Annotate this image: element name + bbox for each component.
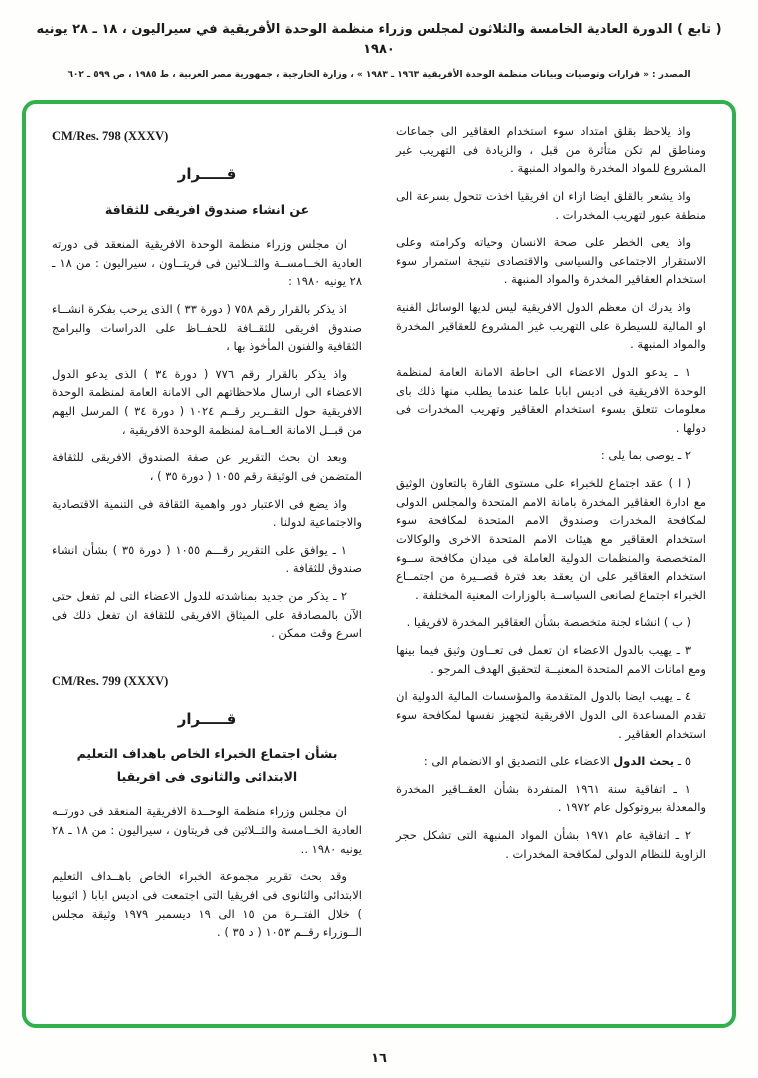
paragraph: ( ب ) انشاء لجنة متخصصة بشأن العقاقير المخدرة لافريقيا . xyxy=(406,615,691,630)
paragraph: ٢ ـ اتفاقية عام ١٩٧١ بشأن المواد المنبهة التى تشكل حجر الزاوية للنظام الدولى لمكافحة المخدرات . xyxy=(396,828,706,861)
resolution-number-798: CM/Res. 798 (XXXV) xyxy=(52,129,169,143)
column-right xyxy=(396,122,706,1010)
page-number: ١٦ xyxy=(371,1051,387,1066)
paragraph: ٤ ـ يهيب ايضا بالدول المتقدمة والمؤسسات المالية الدولية ان تقدم المساعدة الى الدول الافريقية لتجهيز نفسها لمكافحة سوء استخدام العقاقير . xyxy=(396,689,706,741)
paragraph: واذ يذكر بالقرار رقم ٧٧٦ ( دورة ٣٤ ) الذى يدعو الدول الاعضاء الى ارسال ملاحظاتهم الى الامانة العامة لمنظمة الوحدة الافريقية حول التقــرير رقــم ١٠٢٤ ( دورة ٣٤ ) المرسل اليهم من قبــل الامانة العــامة لمنظمة الوحدة الافريقية ، xyxy=(52,366,362,437)
paragraph: ٢ ـ يوصى بما يلى : xyxy=(600,448,691,463)
green-border-frame xyxy=(22,100,736,1028)
two-column-layout xyxy=(52,122,706,1010)
paragraph: واذ يلاحظ بقلق امتداد سوء استخدام العقاقير الى جماعات ومناطق لم تكن متأثرة من قبل ، والزيادة فى التهريب غير المشروع للمواد المخدرة والمواد المنبهة . xyxy=(396,124,706,176)
paragraph: اذ يذكر بالقرار رقم ٧٥٨ ( دورة ٣٣ ) الذى يرحب بفكرة انشــاء صندوق افريقى للثقــافة للحفــاظ على الدراسات والبرامج الثقافية والفنون المأخوذ بها ، xyxy=(52,301,362,354)
paragraph: ٢ ـ يذكر من جديد بمناشدته للدول الاعضاء التى لم تفعل حتى الآن بالمصادقة على الميثاق الافريقى للثقافة ان تفعل ذلك فى اسرع وقت ممكن . xyxy=(52,589,362,641)
paragraph: واذ يعى الخطر على صحة الانسان وحياته وكرامته وعلى الاستقرار الاجتماعى والسياسى والاقتصادى نتيجة استمرار سوء استخدام العقاقير المخدرة والمواد المنبهة . xyxy=(396,235,706,287)
paragraph-text: الاعضاء على التصديق او الانضمام الى : xyxy=(423,754,610,769)
decision-heading-798: قـــــرار xyxy=(177,165,237,184)
paragraph: ١ ـ يدعو الدول الاعضاء الى احاطة الامانة العامة لمنظمة الوحدة الافريقية فى اديس ابابا علما عندما يطلب منها ذلك باى معلومات تتعلق بسوء استخدام العقاقير وتهريب المخدرات فى دولها . xyxy=(396,364,706,435)
paragraph: ٣ ـ يهيب بالدول الاعضاء ان تعمل فى تعــاون وثيق فيما بينها ومع امانات الامم المتحدة المعنيــة لتحقيق الهدف المرجو . xyxy=(396,643,706,676)
paragraph: ١ ـ يوافق على التقرير رقـــم ١٠٥٥ ( دورة ٣٥ ) بشأن انشاء صندوق للثقافة . xyxy=(52,542,362,576)
header-session-title: ( تابع ) الدورة العادية الخامسة والثلاثون لمجلس وزراء منظمة الوحدة الأفريقية في سيراليون ، ١٨ ـ ٢٨ يونيه ١٩٨٠ xyxy=(36,22,722,57)
subtitle-line-1: بشأن اجتماع الخبراء الخاص باهداف التعليم xyxy=(76,746,338,762)
resolution-subtitle-798: عن انشاء صندوق افريقى للثقافة xyxy=(104,201,310,217)
paragraph: واذ يضع فى الاعتبار دور واهمية الثقافة فى التنمية الاقتصادية والاجتماعية لدولنا . xyxy=(52,496,362,530)
paragraph: ان مجلس وزراء منظمة الوحــدة الافريقية المنعقد فى دورتــه العادية الخــامسة والثــلاثين فى فريتاون ، سيراليون : من ١٨ ـ ٢٨ يونيه ١٩٨٠ .. xyxy=(52,804,362,856)
item-number: ٥ ـ xyxy=(677,754,691,769)
paragraph: وبعد ان بحث التقرير عن صفة الصندوق الافريقى للثقافة المتضمن فى الوثيقة رقم ١٠٥٥ ( دورة ٣٥ ) ، xyxy=(52,450,362,483)
paragraph: وقد بحث تقرير مجموعة الخبراء الخاص باهــداف التعليم الابتدائى والثانوى فى افريقيا التى اجتمعت فى اديس ابابا ( اثيوبيا ) خلال الفتــرة من ١٥ الى ١٩ ديسمبر ١٩٧٩ وثيقة مجلس الــوزراء رقــم ١٠٥٣ ( د ٣٥ ) . xyxy=(52,869,362,940)
column-left xyxy=(52,122,362,1010)
paragraph xyxy=(396,752,706,771)
paragraph: ١ ـ اتفاقية سنة ١٩٦١ المنفردة بشأن العقــاقير المخدرة والمعدلة ببروتوكول عام ١٩٧٢ . xyxy=(396,781,706,815)
resolution-number-799: CM/Res. 799 (XXXV) xyxy=(52,673,169,688)
paragraph: واذ يدرك ان معظم الدول الافريقية ليس لديها الوسائل الفنية او المالية للسيطرة على التهريب غير المشروع للعقاقير المخدرة والمواد المنبهة . xyxy=(396,300,706,352)
subtitle-line-2: الابتدائى والثانوى فى افريقيا xyxy=(116,768,298,784)
operative-verb: يحث الدول xyxy=(613,754,675,769)
decision-heading-799: قـــــرار xyxy=(177,710,237,729)
paragraph: واذ يشعر بالقلق ايضا ازاء ان افريقيا اخذت تتحول بسرعة الى منطقة عبور لتهريب المخدرات . xyxy=(396,188,706,222)
resolution-subtitle-799 xyxy=(52,743,362,788)
header-source-line: المصدر : « قرارات وتوصيات وبيانات منظمة الوحدة الأفريقية ١٩٦٣ ـ ١٩٨٣ » ، وزارة الخارجية ، جمهورية مصر العربية ، ط ١٩٨٥ ، ص ٥٩٩ ـ ٦٠٢ xyxy=(67,70,691,80)
page-header xyxy=(0,0,758,80)
paragraph: ان مجلس وزراء منظمة الوحدة الافريقية المنعقد فى دورته العادية الخــامســة والثــلاثين فى فريتــاون ، سيراليون : من ١٨ ـ ٢٨ يونيه ١٩٨٠ : xyxy=(52,237,362,289)
paragraph: ( ا ) عقد اجتماع للخبراء على مستوى القارة بالتعاون الوثيق مع ادارة العقاقير المخدرة بامانة الامم المتحدة والمجلس الدولى لمكافحة المخدرات وصندوق الامم المتحدة لمكافحة سوء استخدام العقاقير مع هيئات الامم المتحدة الاخرى والوكالات المتخصصة والمنظمات الدولية العاملة فى ميدان مكافحة ســوء استخدام العقاقير على ان يعقد بعد فترة قصــيرة من اجتمــاع الخبراء اجتماع لصانعى السياســة بالوزارات المعنية المختلفة . xyxy=(396,476,706,602)
